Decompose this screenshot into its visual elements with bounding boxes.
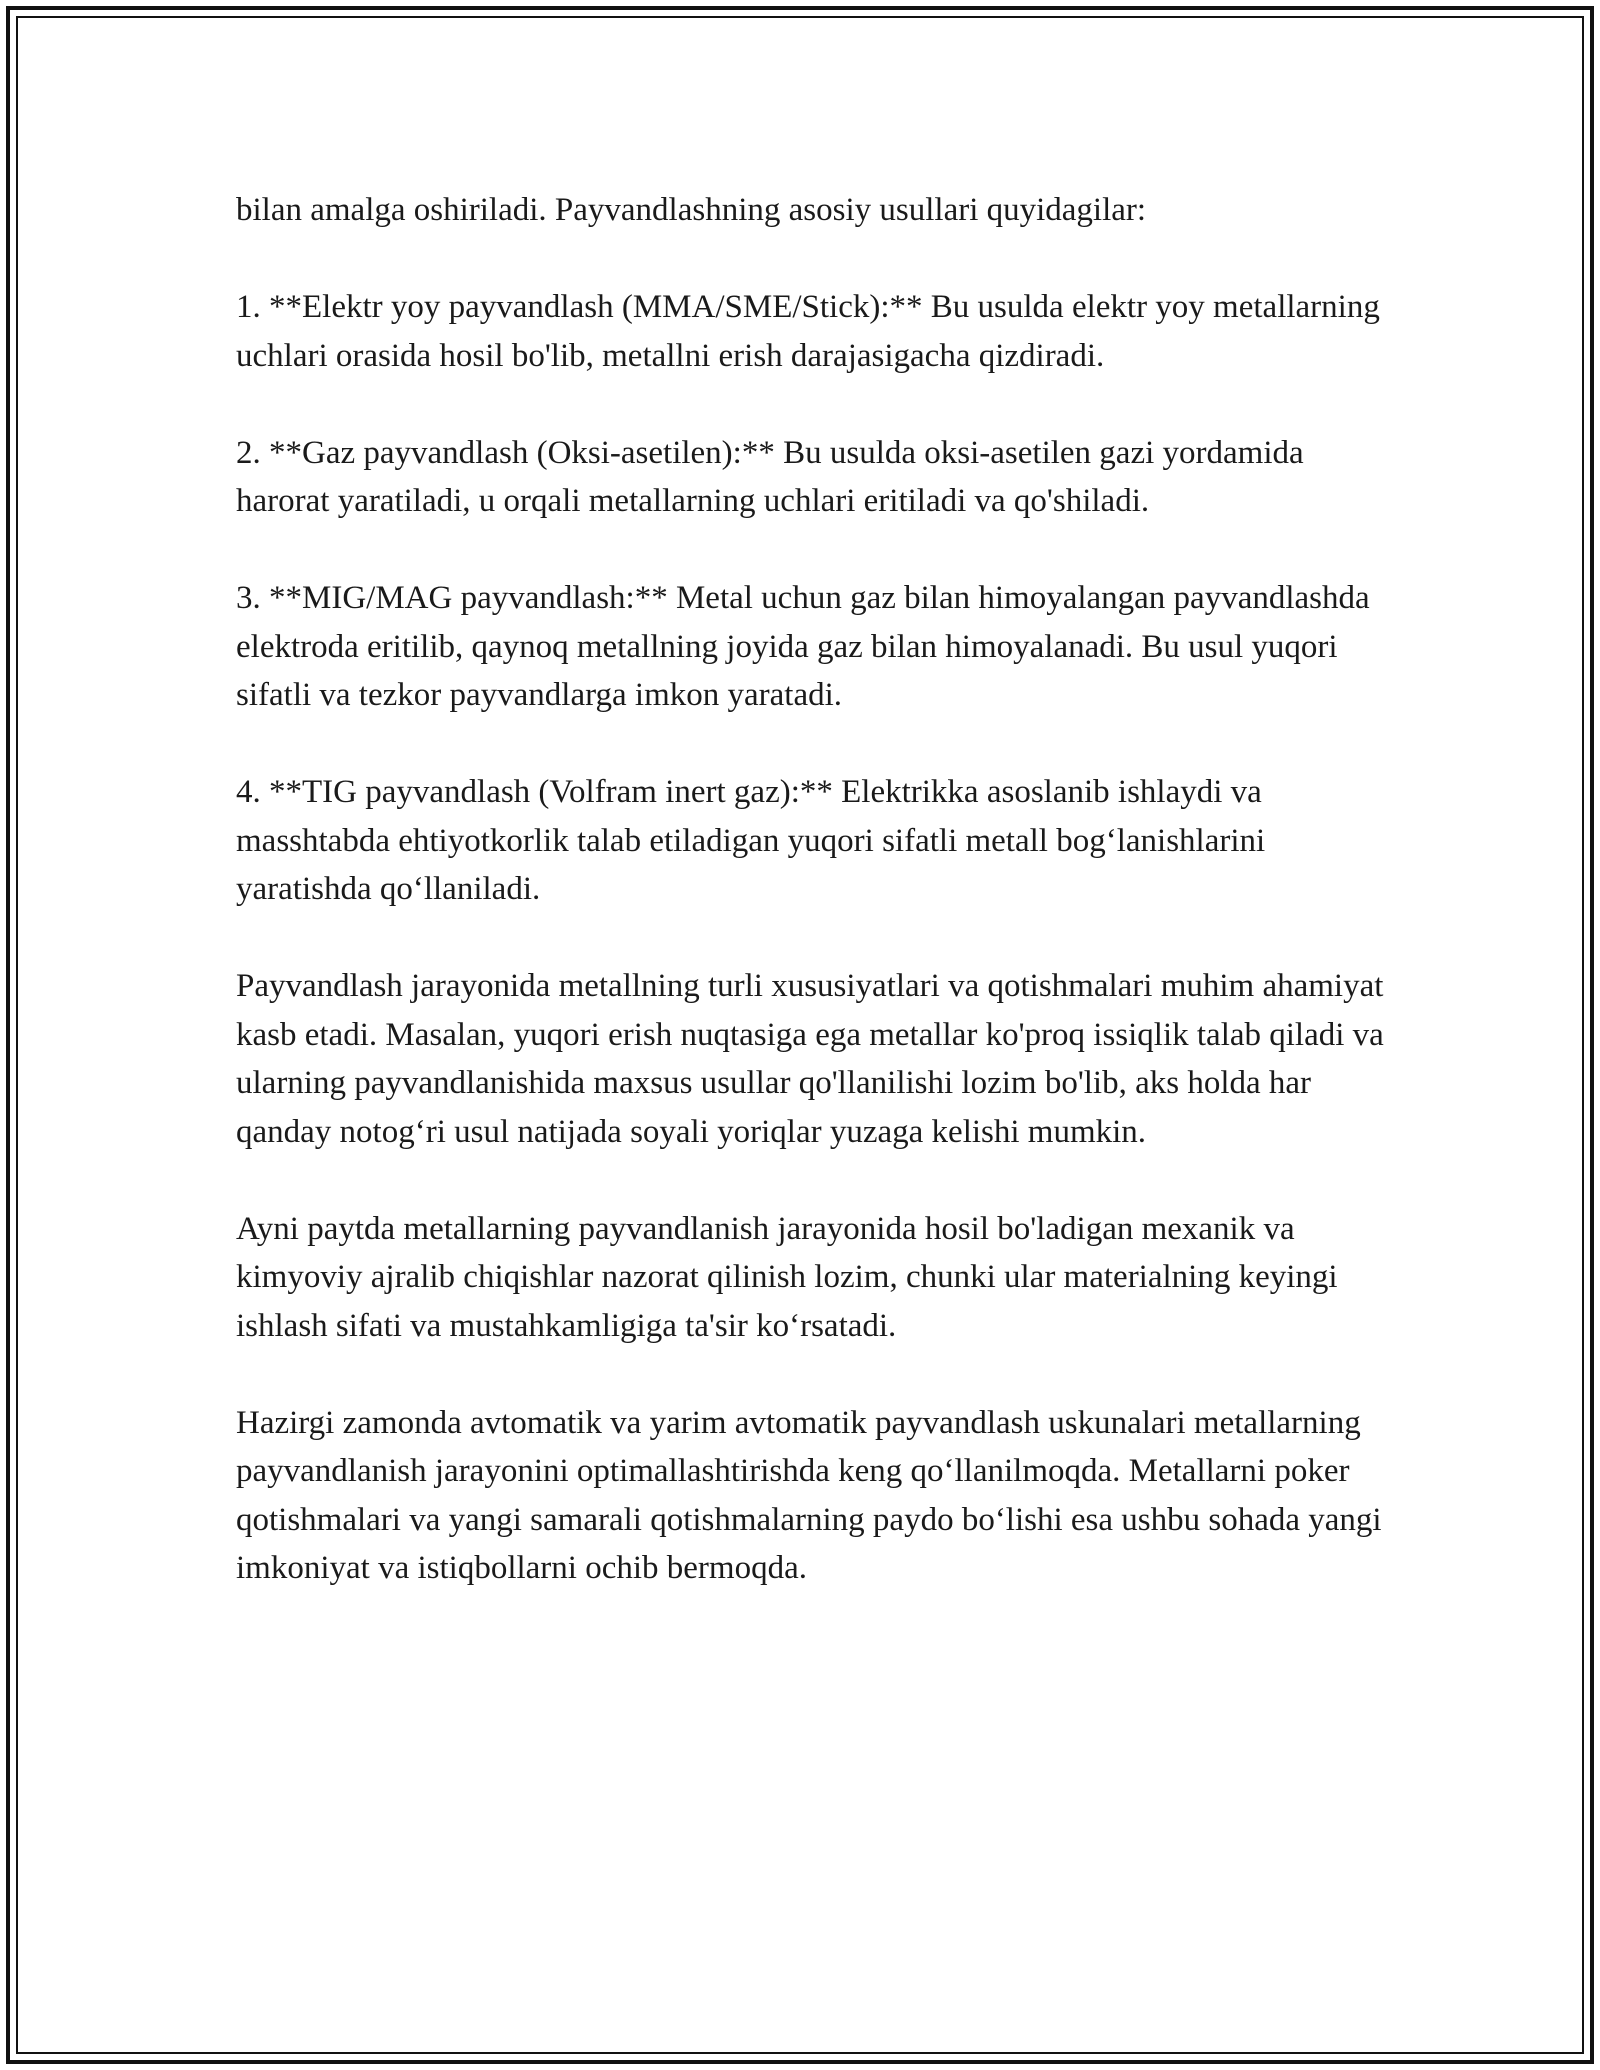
paragraph-method-4: 4. **TIG payvandlash (Volfram inert gaz):** Elektrikka asoslanib ishlaydi va masshtabda ehtiyotkorlik talab etiladigan yuqori sifatli metall bog‘lanishlarini yaratishda qo‘llaniladi.: [236, 774, 1266, 907]
paragraph-method-3: 3. **MIG/MAG payvandlash:** Metal uchun gaz bilan himoyalangan payvandlashda elektroda eritilib, qaynoq metallning joyida gaz bilan himoyalanadi. Bu usul yuqori sifatli va tezkor payvandlarga imkon yaratadi.: [236, 580, 1370, 713]
document-body: [236, 186, 1386, 1593]
paragraph-method-2: 2. **Gaz payvandlash (Oksi-asetilen):** Bu usulda oksi-asetilen gazi yordamida harorat yaratiladi, u orqali metallarning uchlari eritiladi va qo'shiladi.: [236, 434, 1304, 519]
paragraph-method-1: 1. **Elektr yoy payvandlash (MMA/SME/Stick):** Bu usulda elektr yoy metallarning uchlari orasida hosil bo'lib, metallni erish darajasigacha qizdiradi.: [236, 289, 1380, 374]
paragraph-metal-properties: Payvandlash jarayonida metallning turli xususiyatlari va qotishmalari muhim ahamiyat kasb etadi. Masalan, yuqori erish nuqtasiga ega metallar ko'proq issiqlik talab qiladi va ularning payvandlanishida maxsus usullar qo'llanilishi lozim bo'lib, aks holda har qanday notog‘ri usul natijada soyali yoriqlar yuzaga kelishi mumkin.: [236, 968, 1384, 1150]
paragraph-automation: Hazirgi zamonda avtomatik va yarim avtomatik payvandlash uskunalari metallarning payvandlanish jarayonini optimallashtirishda keng qo‘llanilmoqda. Metallarni poker qotishmalari va yangi samarali qotishmalarning paydo bo‘lishi esa ushbu sohada yangi imkoniyat va istiqbollarni ochib bermoqda.: [236, 1404, 1382, 1586]
paragraph-emissions: Ayni paytda metallarning payvandlanish jarayonida hosil bo'ladigan mexanik va kimyoviy ajralib chiqishlar nazorat qilinish lozim, chunki ular materialning keyingi ishlash sifati va mustahkamligiga ta'sir ko‘rsatadi.: [236, 1210, 1338, 1344]
paragraph-intro: bilan amalga oshiriladi. Payvandlashning asosiy usullari quyidagilar:: [236, 192, 1147, 228]
